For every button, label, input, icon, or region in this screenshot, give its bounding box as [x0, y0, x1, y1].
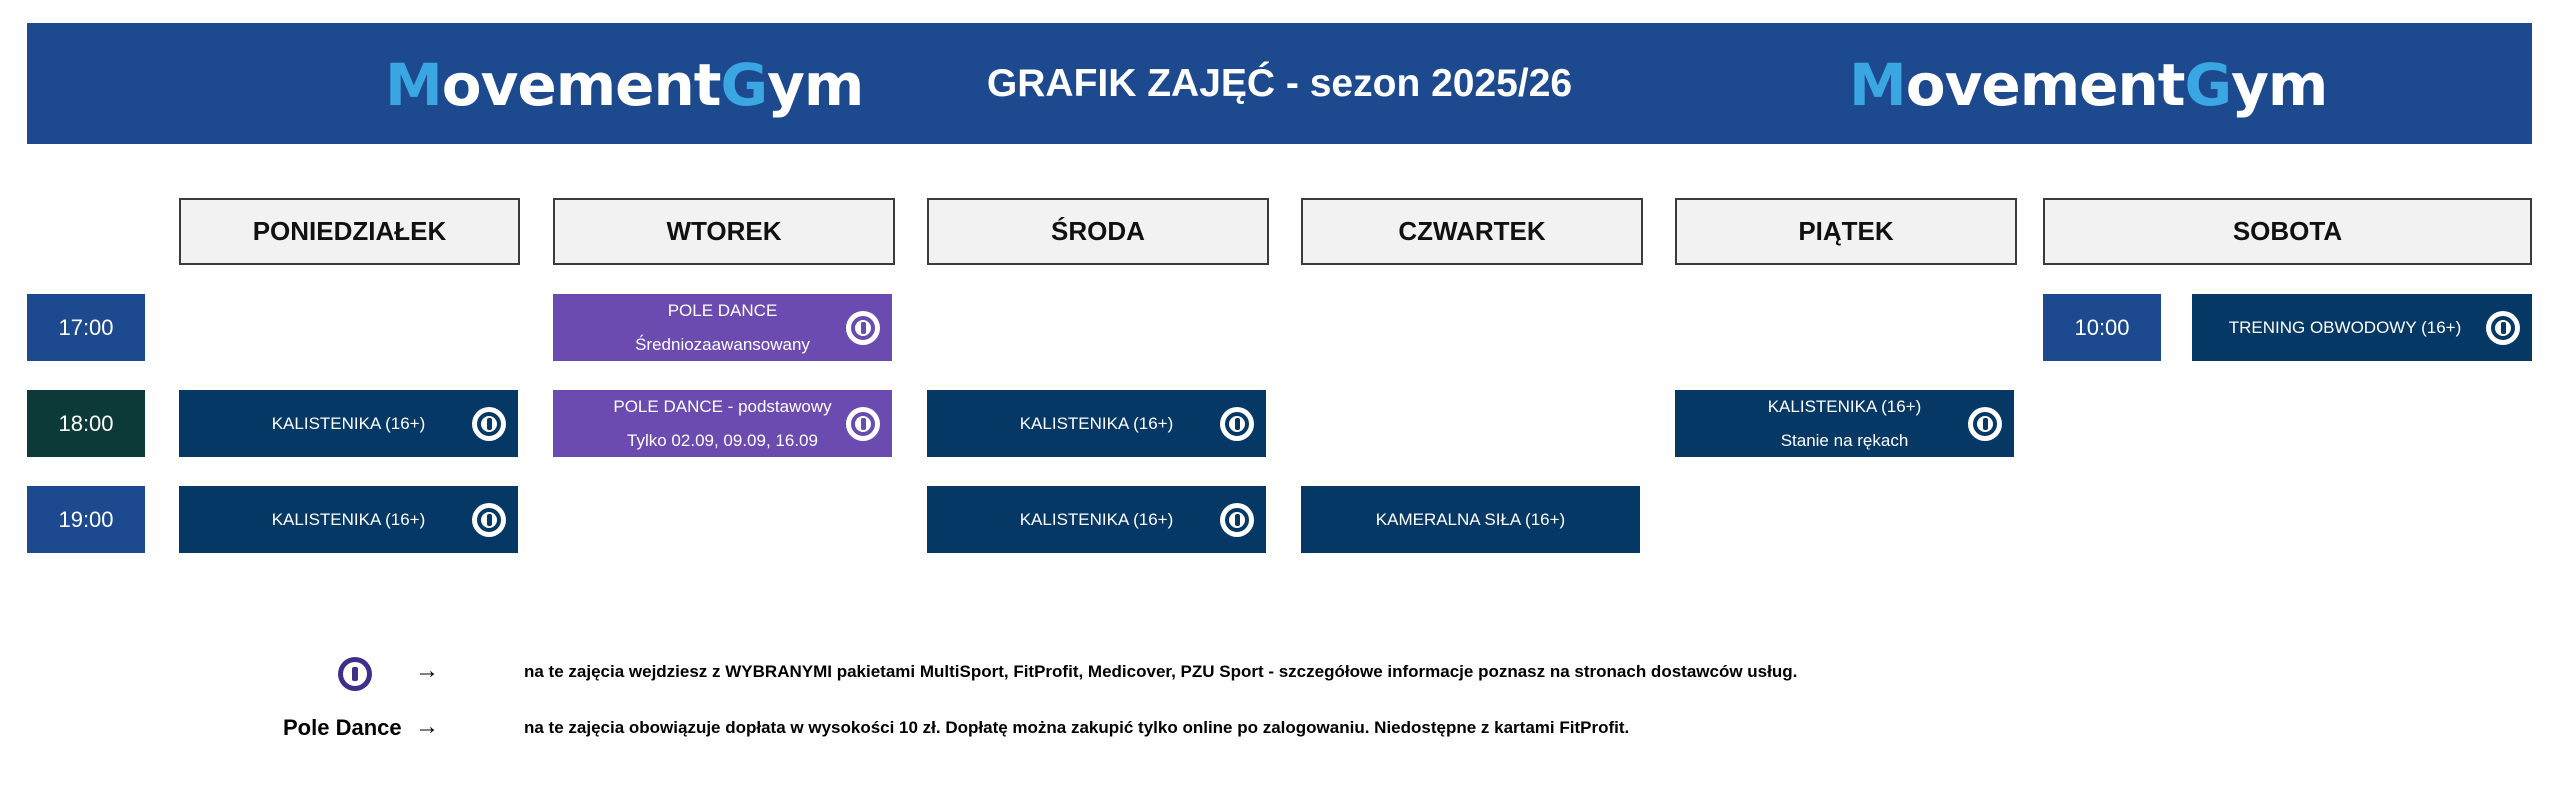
multisport-badge-icon	[846, 407, 880, 441]
multisport-badge-icon	[1220, 503, 1254, 537]
header-banner	[27, 23, 2532, 144]
day-header-thursday: CZWARTEK	[1301, 198, 1643, 265]
legend-pole-dance-text: na te zajęcia obowiązuje dopłata w wysokości 10 zł. Dopłatę można zakupić tylko online po zalogowaniu. Niedostępne z kartami FitProfit.	[524, 718, 1630, 737]
time-slot-saturday-10: 10:00	[2043, 294, 2161, 361]
time-slot-18: 18:00	[27, 390, 145, 457]
class-wednesday-18-kalistenika[interactable]: KALISTENIKA (16+)	[927, 390, 1266, 457]
legend-arrow-icon: →	[415, 657, 439, 684]
movement-gym-logo-right: M ovement G ym	[1849, 51, 2328, 119]
time-slot-17: 17:00	[27, 294, 145, 361]
multisport-badge-icon	[472, 407, 506, 441]
class-tuesday-17-pole-dance[interactable]: POLE DANCE Średniozaawansowany	[553, 294, 892, 361]
time-slot-19: 19:00	[27, 486, 145, 553]
class-monday-18-kalistenika[interactable]: KALISTENIKA (16+)	[179, 390, 518, 457]
class-wednesday-19-kalistenika[interactable]: KALISTENIKA (16+)	[927, 486, 1266, 553]
day-header-tuesday: WTOREK	[553, 198, 895, 265]
multisport-badge-icon	[1968, 407, 2002, 441]
legend-pole-dance-label: Pole Dance	[283, 715, 402, 740]
legend-multisport-badge-icon	[338, 657, 372, 691]
movement-gym-logo-left: M ovement G ym	[385, 51, 864, 119]
class-saturday-10-trening-obwodowy[interactable]: TRENING OBWODOWY (16+)	[2192, 294, 2532, 361]
legend-arrow-icon: →	[415, 713, 439, 740]
multisport-badge-icon	[1220, 407, 1254, 441]
multisport-badge-icon	[846, 311, 880, 345]
class-monday-19-kalistenika[interactable]: KALISTENIKA (16+)	[179, 486, 518, 553]
day-header-wednesday: ŚRODA	[927, 198, 1269, 265]
class-tuesday-18-pole-dance-basic[interactable]: POLE DANCE - podstawowy Tylko 02.09, 09.09, 16.09	[553, 390, 892, 457]
class-thursday-19-kameralna-sila[interactable]: KAMERALNA SIŁA (16+)	[1301, 486, 1640, 553]
multisport-badge-icon	[2486, 311, 2520, 345]
day-header-friday: PIĄTEK	[1675, 198, 2017, 265]
multisport-badge-icon	[472, 503, 506, 537]
day-header-saturday: SOBOTA	[2043, 198, 2532, 265]
day-header-monday: PONIEDZIAŁEK	[179, 198, 520, 265]
class-friday-18-kalistenika-handstand[interactable]: KALISTENIKA (16+) Stanie na rękach	[1675, 390, 2014, 457]
page-title: GRAFIK ZAJĘĆ - sezon 2025/26	[986, 62, 1573, 105]
legend-badge-text: na te zajęcia wejdziesz z WYBRANYMI pakietami MultiSport, FitProfit, Medicover, PZU Sport - szczegółowe informacje poznasz na stronach dostawców usług.	[524, 662, 1798, 681]
